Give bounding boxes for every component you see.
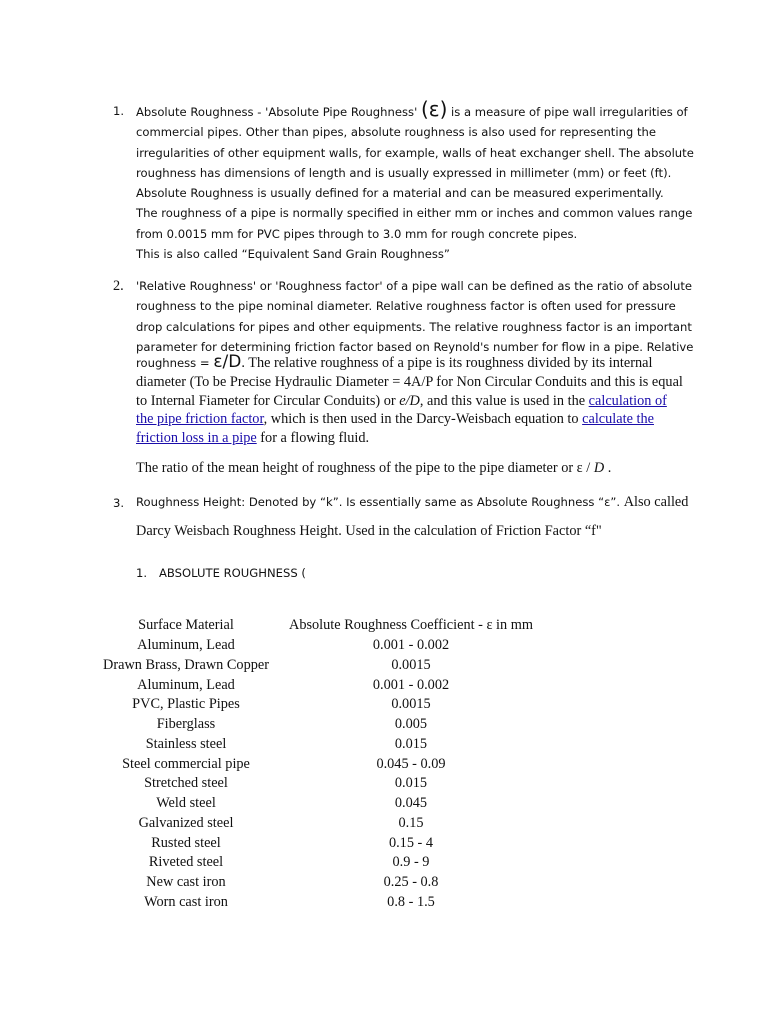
table-row — [88, 715, 538, 735]
item-1-line: commercial pipes. Other than pipes, absolute roughness is also used for representing the — [136, 125, 656, 140]
friction-loss-link[interactable]: calculate the friction loss in a pipe — [136, 411, 654, 447]
roughness-cell: 0.9 - 9 — [392, 854, 430, 871]
material-cell: PVC, Plastic Pipes — [132, 696, 240, 713]
roughness-cell: 0.15 — [398, 814, 424, 831]
table-row — [88, 873, 538, 893]
relative-roughness-symbol: ε/D — [213, 352, 242, 372]
table-row — [88, 853, 538, 873]
item-2-line: 'Relative Roughness' or 'Roughness factor' of a pipe wall can be defined as the ratio of absolute — [136, 279, 693, 293]
item-1-line: This is also called “Equivalent Sand Grain Roughness” — [136, 247, 450, 262]
ratio-d: D — [593, 460, 605, 476]
item-2-number: 2. — [113, 278, 124, 294]
item-3-sans-text: Roughness Height: Denoted by “k”. Is essentially same as Absolute Roughness “ε”. — [136, 495, 621, 509]
roughness-cell: 0.15 - 4 — [388, 834, 434, 851]
material-cell: New cast iron — [146, 874, 226, 891]
roughness-cell: 0.0015 — [391, 656, 431, 673]
ratio-text: The ratio of the mean height of roughness of the pipe to the pipe diameter or ε / — [136, 460, 594, 476]
item-1-line: Absolute Roughness is usually defined for a material and can be measured experimentally. — [136, 186, 664, 201]
material-cell: Stretched steel — [144, 775, 228, 792]
material-cell: Rusted steel — [151, 834, 221, 851]
roughness-table — [88, 616, 538, 912]
material-cell: Steel commercial pipe — [122, 755, 250, 772]
table-row — [88, 695, 538, 715]
roughness-cell: 0.005 — [394, 716, 428, 733]
item-3-line2: Darcy Weisbach Roughness Height. Used in the calculation of Friction Factor “f" — [136, 523, 602, 539]
table-row — [88, 735, 538, 755]
item-2-line: parameter for determining friction factor based on Reynold's number for flow in a pipe. Relative — [136, 339, 694, 354]
ratio-sentence — [136, 459, 696, 478]
item-1-line1-rest: is a measure of pipe wall irregularities of — [447, 105, 688, 119]
material-cell: Worn cast iron — [144, 893, 228, 910]
material-cell: Drawn Brass, Drawn Copper — [103, 656, 269, 673]
ratio-end: . — [604, 460, 612, 476]
roughness-cell: 0.001 - 0.002 — [372, 676, 450, 693]
material-cell: Fiberglass — [156, 716, 216, 733]
item-1-line: from 0.0015 mm for PVC pipes through to 3.0 mm for rough concrete pipes. — [136, 226, 578, 241]
table-row — [88, 656, 538, 676]
roughness-cell: 0.8 - 1.5 — [387, 893, 435, 910]
item-3-line1 — [136, 492, 696, 512]
roughness-cell: 0.0015 — [391, 696, 431, 713]
item-2-serif-text: , and this value is used in the — [419, 392, 589, 409]
material-cell: Aluminum, Lead — [137, 676, 235, 693]
column-header: Surface Material — [138, 617, 234, 634]
item-2-line: roughness to the pipe nominal diameter. Relative roughness factor is often used for pressure — [136, 299, 676, 314]
table-row — [88, 754, 538, 774]
item-3-serif-text: Also called — [620, 494, 689, 510]
roughness-cell: 0.001 - 0.002 — [372, 637, 450, 654]
item-1-line: The roughness of a pipe is normally specified in either mm or inches and common values range — [136, 206, 693, 221]
material-cell: Galvanized steel — [138, 814, 234, 831]
item-1-line: irregularities of other equipment walls, for example, walls of heat exchanger shell. The absolute — [136, 145, 694, 160]
roughness-cell: 0.045 - 0.09 — [376, 755, 446, 772]
material-cell: Stainless steel — [145, 735, 227, 752]
material-cell: Weld steel — [156, 795, 216, 812]
table-row — [88, 774, 538, 794]
item-3-number: 3. — [113, 496, 125, 510]
friction-factor-link[interactable]: calculation of the pipe friction factor — [136, 392, 667, 428]
epsilon-symbol: (ε) — [420, 97, 448, 121]
table-header-row — [88, 616, 538, 636]
e-over-d: e/D — [399, 392, 420, 409]
material-cell: Riveted steel — [148, 854, 224, 871]
subheading-title: ABSOLUTE ROUGHNESS ( — [159, 566, 306, 580]
roughness-cell: 0.045 — [394, 795, 428, 812]
table-row — [88, 675, 538, 695]
item-1-number: 1. — [113, 104, 125, 118]
item-1-text — [136, 99, 696, 264]
table-row — [88, 636, 538, 656]
column-header: Absolute Roughness Coefficient - ε in mm — [289, 617, 533, 634]
material-cell: Aluminum, Lead — [137, 637, 235, 654]
item-2-serif-text: , which is then used in the Darcy-Weisbach equation to — [263, 411, 583, 428]
table-row — [88, 814, 538, 834]
roughness-cell: 0.015 — [394, 775, 428, 792]
table-row — [88, 794, 538, 814]
relative-roughness-prefix: roughness = — [136, 356, 214, 370]
item-2-serif-text: for a flowing fluid. — [256, 430, 370, 447]
subheading-number: 1. — [136, 566, 148, 580]
item-1-line: roughness has dimensions of length and is usually expressed in millimeter (mm) or feet (ft). — [136, 165, 672, 180]
table-row — [88, 833, 538, 853]
item-2-serif-paragraph — [136, 352, 684, 448]
item-2-line: drop calculations for pipes and other equipments. The relative roughness factor is an important — [136, 319, 692, 334]
item-2-text — [136, 276, 696, 357]
item-1-title: Absolute Roughness - 'Absolute Pipe Roughness' — [136, 105, 421, 119]
table-row — [88, 893, 538, 913]
item-2-serif-text: . The relative roughness of a pipe is its roughness divided by its internal diameter (To be Precise Hydraulic Diameter = 4A/P for Non Circular Conduits and this is equal to Internal Fiameter for Circular Conduits) or — [136, 355, 683, 409]
roughness-cell: 0.015 — [394, 735, 428, 752]
roughness-cell: 0.25 - 0.8 — [383, 874, 439, 891]
